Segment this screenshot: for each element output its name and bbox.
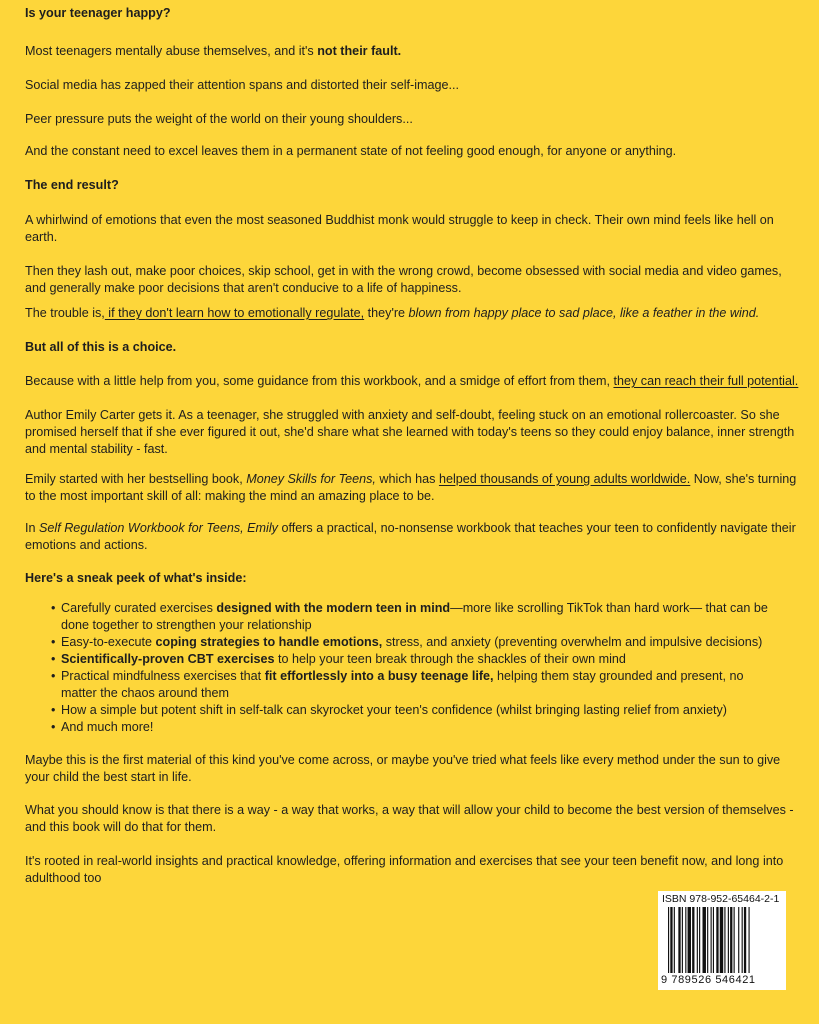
barcode-bar (711, 907, 712, 973)
barcode-bar (688, 907, 691, 973)
barcode-bar (678, 907, 680, 973)
paragraph: What you should know is that there is a way - a way that works, a way that will allow your child to become the best version of themselves - and this book will do that for them. (25, 803, 794, 834)
author-paragraph: Author Emily Carter gets it. As a teenager, she struggled with anxiety and self-doubt, feeling stuck on an emotional rollercoaster. So she promised herself that if she ever figured it out, she'd share what she learned with today's teens so they could enjoy balance, inner strength and mental stability - fast. (25, 408, 795, 456)
barcode-bar (685, 907, 686, 973)
barcode-bar (716, 907, 718, 973)
barcode-bar (730, 907, 732, 973)
paragraph: And the constant need to excel leaves them in a permanent state of not feeling good enough, for anyone or anything. (25, 144, 677, 158)
paragraph: Social media has zapped their attention spans and distorted their self-image... (25, 78, 460, 92)
barcode-bar (707, 907, 708, 973)
paragraph: A whirlwind of emotions that even the most seasoned Buddhist monk would struggle to keep in check. Their own mind feels like hell on earth. (25, 213, 774, 244)
paragraph: Then they lash out, make poor choices, skip school, get in with the wrong crowd, become obsessed with social media and video games, and generally make poor decisions that aren't conducive to a life of happiness. (25, 264, 782, 295)
underlined-text: they can reach their full potential. (613, 374, 799, 388)
list-item: • Carefully curated exercises designed with the modern teen in mind—more like scrolling TikTok than hard work— that can be done together to strengthen your relationship (61, 600, 781, 634)
paragraph: Because with a little help from you, some guidance from this workbook, and a smidge of effort from them, they can reach their full potential. (25, 374, 799, 388)
heading-question: Is your teenager happy? (25, 6, 171, 20)
paragraph: Emily started with her bestselling book, Money Skills for Teens, which has helped thousands of young adults worldwide. Now, she's turning to the most important skill of all: making the mind an amazing place to be. (25, 472, 797, 503)
barcode-bar (738, 907, 739, 973)
list-item: • Easy-to-execute coping strategies to handle emotions, stress, and anxiety (preventing overwhelm and impulsive decisions) (61, 634, 781, 651)
list-item: • Practical mindfulness exercises that fit effortlessly into a busy teenage life, helping them stay grounded and present, no matter the chaos around them (61, 668, 781, 702)
paragraph: It's rooted in real-world insights and practical knowledge, offering information and exercises that see your teen benefit now, and long into adulthood too (25, 854, 784, 885)
barcode-bar (682, 907, 683, 973)
barcode-bar (713, 907, 714, 973)
paragraph: Maybe this is the first material of this kind you've come across, or maybe you've tried what feels like every method under the sun to give your child the best start in life. (25, 753, 781, 784)
isbn-label: ISBN 978-952-65464-2-1 (662, 893, 780, 905)
list-item: • Scientifically-proven CBT exercises to help your teen break through the shackles of their own mind (61, 651, 781, 668)
barcode-bar (697, 907, 698, 973)
heading-choice: But all of this is a choice. (25, 340, 177, 354)
barcode-bar (674, 907, 675, 973)
underlined-text: helped thousands of young adults worldwide. (438, 472, 691, 486)
paragraph: Most teenagers mentally abuse themselves, and it's not their fault. (25, 44, 402, 58)
barcode-bar (724, 907, 725, 973)
feature-list (25, 600, 781, 736)
barcode-bar (734, 907, 735, 973)
barcode-digits: 9 789526 546421 (661, 974, 756, 986)
heading-end-result: The end result? (25, 178, 119, 192)
isbn-barcode (658, 891, 786, 990)
list-item: • How a simple but potent shift in self-talk can skyrocket your teen's confidence (whilst bringing lasting relief from anxiety) (61, 702, 781, 719)
barcode-bar (699, 907, 700, 973)
barcode-bar (670, 907, 672, 973)
barcode-bar (744, 907, 746, 973)
barcode-bar (668, 907, 669, 973)
barcode-bar (720, 907, 723, 973)
paragraph: The trouble is, if they don't learn how to emotionally regulate, they're blown from happy place to sad place, like a feather in the wind. (25, 306, 760, 320)
underlined-text: if they don't learn how to emotionally regulate, (104, 306, 365, 320)
heading-sneak-peek: Here's a sneak peek of what's inside: (25, 571, 247, 585)
barcode-bar (692, 907, 694, 973)
barcode-bar (703, 907, 706, 973)
paragraph: Peer pressure puts the weight of the world on their young shoulders... (25, 112, 413, 126)
barcode-bar (742, 907, 743, 973)
barcode-bar (749, 907, 750, 973)
barcode-bar (728, 907, 729, 973)
paragraph: In Self Regulation Workbook for Teens, Emily offers a practical, no-nonsense workbook that teaches your teen to confidently navigate their emotions and actions. (25, 521, 796, 552)
list-item: • And much more! (61, 719, 781, 736)
